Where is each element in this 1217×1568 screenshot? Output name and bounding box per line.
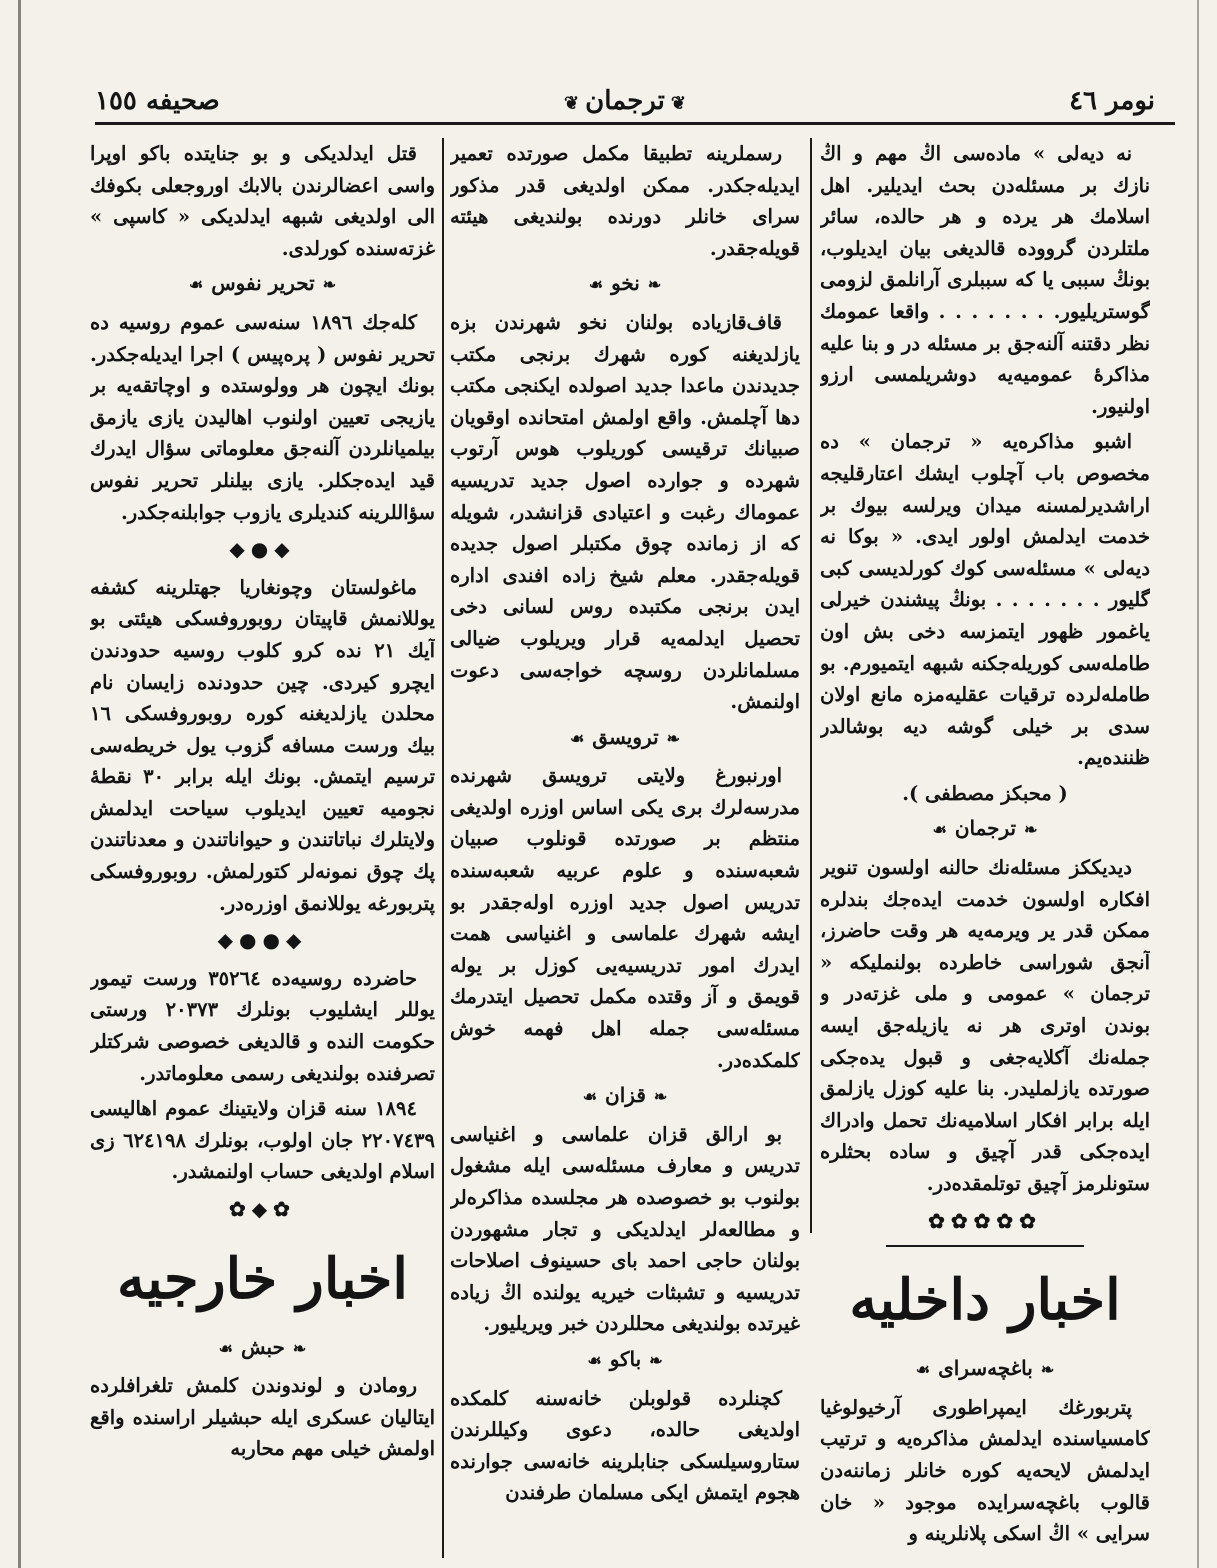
ornament-icon: ☙ <box>915 1360 931 1380</box>
paragraph: ديديككز مسئله‌نك حالنه اولسون تنوير افكاره اولسون خدمت ايده‌جك بندلره ممكن قدر ير ويرمه‌يه هر وقت حاضرز، آنجق شوراسى خاطرده بولنمليكه « ترجمان » عمومى و ملى غزته‌در و بوندن اوترى هر نه يازيله‌جق ايسه جمله‌نك آكلايه‌جغى و قبول يده‌جكى صورتده يازلمليدر. بنا عليه كوزل يازلمق ايله برابر افكار اسلاميه‌نك تحمل وادراك ايده‌جكى قدر آچيق و ساده بحثلره ستونلرمز آچيق توتلمقده‌در. <box>820 856 1150 1195</box>
ornament-icon: ☙ <box>188 275 204 295</box>
paragraph: رومادن و لوندوندن كلمش تلغرافلرده ايتاليان عسكرى ايله حبشيلر اراسنده واقع اولمش خيلى مهم محاربه <box>90 1374 435 1461</box>
ornament-icon: ☙ <box>587 1350 602 1370</box>
section-heading <box>450 1080 800 1113</box>
page-header <box>95 78 1155 122</box>
newspaper-title-text: ترجمان <box>585 86 665 116</box>
section-title-foreign: اخبار خارجيه <box>117 1245 408 1312</box>
paragraph: رسملرينه تطبيقا مكمل صورتده تعمير ايديله‌جكدر. ممكن اولديغى قدر مذكور سراى خانلر دورنده بولنديغى هيئته قويله‌جقدر. <box>450 142 800 260</box>
ornament-icon: ❧ <box>666 728 681 748</box>
header-rule <box>95 122 1175 125</box>
ornament-icon: ❧ <box>1040 1360 1055 1380</box>
column-middle <box>450 138 800 1558</box>
paragraph: ماغولستان وچونغاريا جهتلرينه كشفه يوللانمش قاپيتان روبوروفسكى هيئتى بو آيك ٢١ نده كرو كلوب روسيه حدودندن ايچرو كيردى. چين حدودنده زايسان نام محلدن يازلديغنه كوره روبوروفسكى ١٦ بيك ورست مسافه گزوب يول خريطه‌سى ترسيم ايتمش. بونك ايله برابر ٣٠ نقطهٔ نجوميه تعيين ايديلوب سياحت ايدلمش ولايتلرك نباتاتندن و حيواناتندن و معدناتندن پك چوق نمونه‌لر كتورلمش. روبوروفسكى پتربورغه يوللانمق اوزره‌در. <box>90 575 435 915</box>
section-heading-text: تحرير نفوس <box>211 271 315 296</box>
ornament-icon: ☙ <box>582 1087 598 1107</box>
section-heading <box>820 813 1150 846</box>
column-right <box>820 138 1150 1558</box>
section-heading <box>450 1344 800 1377</box>
ornament-icon: ❦ <box>564 93 580 114</box>
paragraph: اورنبورغ ولايتى ترويسق شهرنده مدرسه‌لرك برى يكى اساس اوزره اولديغى منتظم بر صورتده قونلوب صبيان شعبه‌سنده و علوم عربيه شعبه‌سنده تدريس اصول جديد اوزره اوله‌جقدر بو ايشه شهرك علماسى و اغنياسى همت ايدرك امور تدريسيه‌يى كوزل بر يوله قويمق و آز وقتده مكمل تحصيل ايتدرمك مسئله‌سى جمله اهل فهمه خوش كلمكده‌در. <box>450 764 800 1072</box>
section-heading <box>450 268 800 301</box>
page-edge-left <box>18 0 21 1568</box>
paragraph: قاف‌قازياده بولنان نخو شهرندن بزه يازلديغنه كوره شهرك برنجى مكتب جديدندن ماعدا جديد اصولده ايكنجى مكتب دها آچلمش. واقع اولمش امتحانده اوقويان صبيانك ترقيسى كوريلوب هوس آرتوب شهرده و جوارده اصول جديد تدريسيه عموماك رغبت و اعتيادى قزانشدر، شويله كه از زمانده چوق مكتبلر اصول جديده قويله‌جقدر. معلم شيخ زاده افندى اداره ايدن برنجى مكتبده روس لسانى دخى تحصيل ايدلمه‌يه قرار ويريلوب ضيالى مسلمانلردن روسچه خواجه‌سى دعوت اولنمش. <box>450 310 800 714</box>
ornament-icon: ☙ <box>218 1338 234 1358</box>
paragraph: اشبو مذاكره‌يه « ترجمان » ده مخصوص باب آچلوب ايشك اعتارقليجه اراشديرلمسنه ميدان ويرلسه بيوك بر خدمت ايدلمش اولور ايدى. « بوكا نه ديه‌لى » مسئله‌سى كوك كورلديسى كبى گليور . . . . . . . بونڭ پيشندن خيرلى ياغمور ظهور ايتمزسه دخى بش اون طامله‌سى كوريله‌جكنه شبهه ايتميورم. بو طامله‌لرده ترقيات عقليه‌مزه مانع اولان سدى بر خيلى گوشه ديه بوشالدر ظننده‌يم. <box>820 430 1150 770</box>
ornament-icon: ❧ <box>649 1350 663 1370</box>
ornament-icon: ❧ <box>292 1338 307 1358</box>
page-edge-right <box>1197 0 1199 1568</box>
section-heading-text: باغچه‌سراى <box>938 1356 1033 1381</box>
section-heading <box>820 1353 1150 1386</box>
page-number: صحيفه ١٥٥ <box>95 86 220 116</box>
ornamental-divider: ✿✿✿✿✿ <box>928 1208 1042 1233</box>
ornamental-divider: ◆●◆ <box>229 537 296 562</box>
section-title-domestic: اخبار داخليه <box>849 1267 1121 1334</box>
signature: ( محبكز مصطفى ). <box>902 781 1068 805</box>
ornament-icon: ❧ <box>322 275 337 295</box>
section-heading-text: حبش <box>241 1334 285 1359</box>
section-heading <box>90 1332 435 1365</box>
ornament-icon: ❧ <box>653 1087 668 1107</box>
paragraph: پتربورغك ايمپراطورى آرخيولوغيا كامسياسنده ايدلمش مذاكره‌يه و ترتيب ايدلمش لايحه‌يه كوره خانلر زماننه‌دن قالوب باغچه‌سرايده موجود « خان سرايى » اڭ اسكى پلانلرينه و <box>820 1395 1150 1546</box>
section-heading-text: قزان <box>605 1083 646 1108</box>
paragraph: ١٨٩٤ سنه قزان ولايتينك عموم اهاليسى ٢٢٠٧٤٣٩ جان اولوب، بونلرك ٦٢٤١٩٨ زى اسلام اولديغى حساب اولنمشدر. <box>90 1097 435 1184</box>
column-separator <box>442 138 444 1558</box>
paragraph: نه ديه‌لى » ماده‌سى اڭ مهم و اڭ نازك بر مسئله‌دن بحث ايديلير. اهل اسلامك هر يرده و هر حالده، سائر ملتلردن گرووده قالديغى بيان ايديلوب، بونڭ سببى يا كه سببلرى آرانلمق لزومى گوستريليور. . . . . . . . واقعا عمومك نظر دقتنه آلنه‌جق بر مسئله در و بنا عليه مذاكرهٔ عموميه‌يه دوشريلمسى ارزو اولنيور. <box>820 142 1150 418</box>
paragraph: كله‌جك ١٨٩٦ سنه‌سى عموم روسيه ده تحرير نفوس ( پره‌پيس ) اجرا ايديله‌جكدر. بونك ايچون هر وولوستده و اوچاتقه‌يه بر يازيجى تعيين اولنوب اهاليدن يازى يازمق بيلميانلردن آلنه‌جق معلوماتى سؤال ايدرك قيد ايده‌جكلر. يازى بيلنلر تحرير نفوس سؤاللرينه كنديلرى يازوب جوابلنه‌جكدر. <box>90 310 435 524</box>
ornament-icon: ☙ <box>569 728 585 748</box>
short-rule <box>886 1245 1084 1247</box>
ornament-icon: ❦ <box>670 93 686 114</box>
ornament-icon: ☙ <box>588 275 604 295</box>
section-heading-text: ترويسق <box>592 724 659 749</box>
section-heading-text: ترجمان <box>954 816 1017 841</box>
paragraph: بو ارالق قزان علماسى و اغنياسى تدريس و معارف مسئله‌سى ايله مشغول بولنوب بو خصوصده هر مجلسده مذاكره‌لر و مطالعه‌لر ايدلديكى و تجار مشهوردن بولنان حاجى احمد باى حسينوف اصلاحات تدريسيه و تشبثات خيريه يولنده اڭ زياده غيرتده بولنديغى محللردن خبر ويريليور. <box>450 1122 800 1336</box>
ornamental-divider: ✿◆✿ <box>229 1197 296 1221</box>
issue-number: نومر ٤٦ <box>1069 86 1155 116</box>
paragraph: كچنلرده قولوبلن خانه‌سنه كلمكده اولديغى حالده، دعوى وكيللرندن ستاروسيلسكى جنابلرينه خانه‌سى جوارنده هجوم ايتمش ايكى مسلمان طرفندن <box>450 1386 800 1505</box>
section-heading <box>90 268 435 301</box>
section-heading <box>450 722 800 755</box>
ornament-icon: ❧ <box>1024 820 1038 840</box>
paragraph: قتل ايدلديكى و بو جنايتده باكو اوپرا واسى اعضالرندن بالابك اوروجعلى بكوفك الى اولديغى شبهه ايدلديكى « كاسپى » غزته‌سنده كورلدى. <box>90 142 435 260</box>
section-heading-text: باكو <box>609 1346 642 1371</box>
newspaper-title <box>95 86 1155 116</box>
section-heading-text: نخو <box>611 271 640 296</box>
column-left <box>90 138 435 1558</box>
ornament-icon: ❧ <box>647 275 662 295</box>
paragraph: حاضرده روسيه‌ده ٣٥٢٦٤ ورست تيمور يوللر ايشليوب بونلرك ٢٠٣٧٣ ورستى حكومت النده و قالديغى خصوصى شركتلر تصرفنده بولنديغى رسمى معلوماتدر. <box>90 966 435 1085</box>
ornament-icon: ☙ <box>932 820 947 840</box>
ornamental-divider: ◆●●◆ <box>217 928 308 953</box>
column-separator <box>810 138 812 1233</box>
